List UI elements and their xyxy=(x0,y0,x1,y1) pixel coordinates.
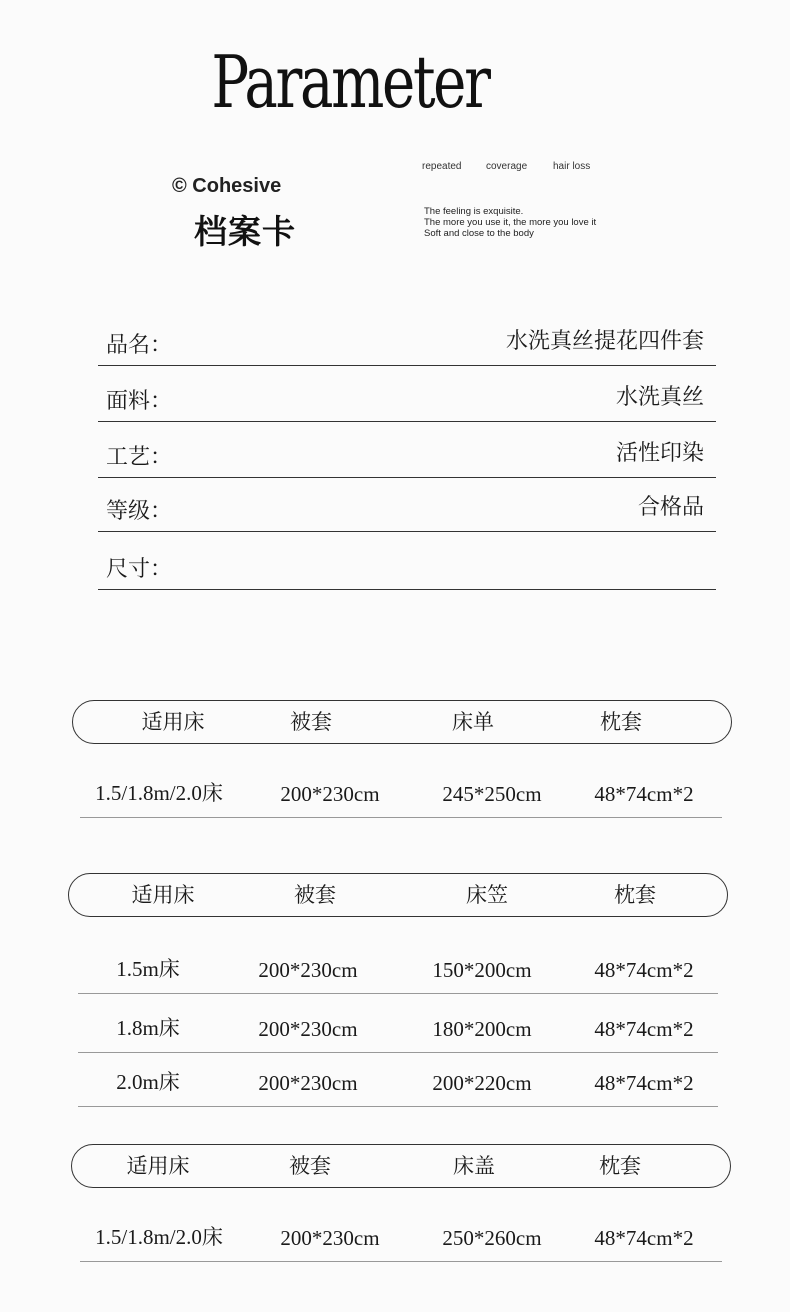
table-cell: 1.5/1.8m/2.0床 xyxy=(95,1225,223,1249)
header-cell: 被套 xyxy=(294,883,336,907)
param-row xyxy=(98,311,716,366)
table-cell: 48*74cm*2 xyxy=(594,782,694,806)
header-cell: 枕套 xyxy=(614,883,656,907)
header-cell: 床单 xyxy=(452,710,494,734)
header-cell: 床笠 xyxy=(466,883,508,907)
table2-header xyxy=(68,873,728,917)
header-cell: 枕套 xyxy=(599,1154,641,1178)
tag-item: repeated xyxy=(422,161,462,172)
table-cell: 180*200cm xyxy=(432,1017,532,1041)
table1-header xyxy=(72,700,732,744)
page-title: Parameter xyxy=(211,40,489,124)
table-row xyxy=(78,1058,718,1107)
table-cell: 200*230cm xyxy=(258,1071,358,1095)
header-cell: 枕套 xyxy=(600,710,642,734)
tag-item: hair loss xyxy=(553,161,591,172)
table-cell: 200*230cm xyxy=(258,958,358,982)
param-value: 水洗真丝 xyxy=(615,385,704,410)
param-row xyxy=(98,423,716,478)
header-cell: 适用床 xyxy=(131,883,195,907)
header-cell: 适用床 xyxy=(141,710,205,734)
table3-header xyxy=(71,1144,731,1188)
header-cell: 适用床 xyxy=(126,1154,190,1178)
table-cell: 1.8m床 xyxy=(116,1016,180,1040)
table-row xyxy=(78,945,718,994)
table-cell: 48*74cm*2 xyxy=(594,1071,694,1095)
param-label: 面料： xyxy=(106,389,173,414)
param-row xyxy=(98,477,716,532)
brand-name: © Cohesive xyxy=(172,175,282,197)
table-cell: 245*250cm xyxy=(442,782,542,806)
param-label: 工艺： xyxy=(106,445,173,470)
table-cell: 200*230cm xyxy=(280,782,380,806)
table-row xyxy=(80,1213,722,1262)
param-label: 品名： xyxy=(106,333,173,358)
table-cell: 48*74cm*2 xyxy=(594,958,694,982)
table-cell: 48*74cm*2 xyxy=(594,1226,694,1250)
param-row xyxy=(98,535,716,590)
table-row xyxy=(80,769,722,818)
table-cell: 250*260cm xyxy=(442,1226,542,1250)
header-cell: 被套 xyxy=(290,710,332,734)
header-cell: 被套 xyxy=(289,1154,331,1178)
tag-item: coverage xyxy=(486,161,528,172)
table-cell: 150*200cm xyxy=(432,958,532,982)
param-value: 活性印染 xyxy=(615,441,704,466)
table-cell: 200*230cm xyxy=(280,1226,380,1250)
tagline-line: The feeling is exquisite. xyxy=(424,206,524,217)
tagline-line: The more you use it, the more you love it xyxy=(424,217,597,228)
param-label: 等级： xyxy=(106,499,173,524)
table-cell: 2.0m床 xyxy=(116,1070,180,1094)
table-cell: 200*230cm xyxy=(258,1017,358,1041)
table-cell: 1.5/1.8m/2.0床 xyxy=(95,781,223,805)
tagline xyxy=(424,206,596,239)
param-value: 水洗真丝提花四件套 xyxy=(505,329,704,354)
param-label: 尺寸： xyxy=(106,557,173,582)
table-cell: 1.5m床 xyxy=(116,957,180,981)
param-value: 合格品 xyxy=(637,495,704,520)
table-row xyxy=(78,1004,718,1053)
header-cell: 床盖 xyxy=(453,1154,495,1178)
card-label: 档案卡 xyxy=(194,212,296,251)
table-cell: 200*220cm xyxy=(432,1071,532,1095)
param-row xyxy=(98,367,716,422)
table-cell: 48*74cm*2 xyxy=(594,1017,694,1041)
tagline-line: Soft and close to the body xyxy=(424,228,534,239)
